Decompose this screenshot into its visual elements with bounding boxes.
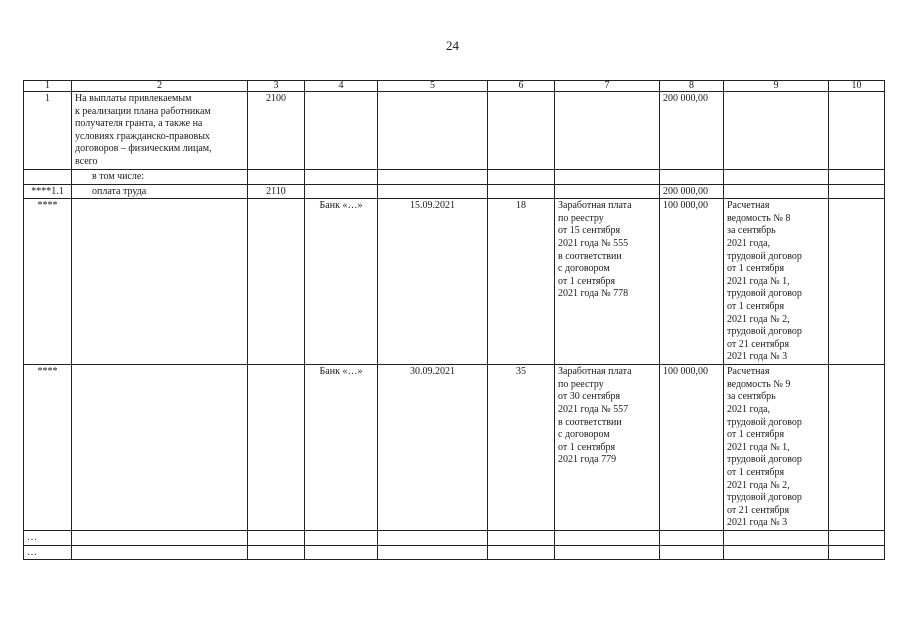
column-header: 9 xyxy=(724,81,829,92)
column-header: 2 xyxy=(72,81,248,92)
table-row xyxy=(24,365,885,531)
table-cell xyxy=(72,365,248,531)
table-cell: 100 000,00 xyxy=(660,199,724,365)
table-cell xyxy=(488,545,555,560)
table-cell xyxy=(555,92,660,170)
table-cell xyxy=(305,531,378,546)
table-cell: 15.09.2021 xyxy=(378,199,488,365)
table-cell xyxy=(24,170,72,185)
table-cell xyxy=(378,545,488,560)
table-cell xyxy=(724,170,829,185)
table-cell xyxy=(488,92,555,170)
table-cell xyxy=(724,531,829,546)
table-cell xyxy=(305,92,378,170)
table-cell xyxy=(248,199,305,365)
table-cell xyxy=(72,545,248,560)
table-cell xyxy=(555,545,660,560)
table-row xyxy=(24,170,885,185)
column-header: 1 xyxy=(24,81,72,92)
table-cell xyxy=(829,545,885,560)
table-header-row xyxy=(24,81,885,92)
column-header: 6 xyxy=(488,81,555,92)
table-cell xyxy=(305,170,378,185)
table-cell: Банк «…» xyxy=(305,199,378,365)
table-cell xyxy=(829,184,885,199)
table-cell: в том числе: xyxy=(72,170,248,185)
table-cell: 35 xyxy=(488,365,555,531)
table-cell xyxy=(660,545,724,560)
table-cell: оплата труда xyxy=(72,184,248,199)
table-cell xyxy=(488,184,555,199)
table-cell xyxy=(829,170,885,185)
table-cell xyxy=(660,531,724,546)
table-cell: … xyxy=(24,545,72,560)
table-row xyxy=(24,545,885,560)
table-row xyxy=(24,92,885,170)
table-cell xyxy=(488,170,555,185)
table-cell xyxy=(248,365,305,531)
table-cell: 2100 xyxy=(248,92,305,170)
table-cell xyxy=(660,170,724,185)
table-cell xyxy=(829,199,885,365)
table-cell: ****1.1 xyxy=(24,184,72,199)
table-cell: На выплаты привлекаемым к реализации плана работникам получателя гранта, а также на условиях гражданско-правовых договоров – физическим лицам, всего xyxy=(72,92,248,170)
table-cell xyxy=(378,531,488,546)
table-cell: Банк «…» xyxy=(305,365,378,531)
column-header: 8 xyxy=(660,81,724,92)
page-number: 24 xyxy=(446,38,459,53)
table-row xyxy=(24,199,885,365)
table-cell xyxy=(488,531,555,546)
table-cell: … xyxy=(24,531,72,546)
column-header: 7 xyxy=(555,81,660,92)
table-cell xyxy=(248,545,305,560)
column-header: 3 xyxy=(248,81,305,92)
table-cell xyxy=(248,170,305,185)
table-cell: 18 xyxy=(488,199,555,365)
table-row xyxy=(24,531,885,546)
table-cell xyxy=(305,545,378,560)
table-cell xyxy=(724,92,829,170)
table-cell: Заработная плата по реестру от 15 сентября 2021 года № 555 в соответствии с договором от 1 сентября 2021 года № 778 xyxy=(555,199,660,365)
table-cell xyxy=(378,92,488,170)
table-cell xyxy=(248,531,305,546)
table-cell xyxy=(378,184,488,199)
table-cell xyxy=(829,531,885,546)
table-row xyxy=(24,184,885,199)
table-cell xyxy=(724,184,829,199)
table-cell xyxy=(829,92,885,170)
table-cell: 30.09.2021 xyxy=(378,365,488,531)
table-cell: **** xyxy=(24,365,72,531)
table-cell: 1 xyxy=(24,92,72,170)
table-cell: Расчетная ведомость № 9 за сентябрь 2021 года, трудовой договор от 1 сентября 2021 года № 1, трудовой договор от 1 сентября 2021 года № 2, трудовой договор от 21 сентября 2021 года № 3 xyxy=(724,365,829,531)
column-header: 4 xyxy=(305,81,378,92)
table-cell xyxy=(72,531,248,546)
table-cell: 100 000,00 xyxy=(660,365,724,531)
column-header: 10 xyxy=(829,81,885,92)
table-cell xyxy=(378,170,488,185)
table-cell xyxy=(555,184,660,199)
table-cell: **** xyxy=(24,199,72,365)
column-header: 5 xyxy=(378,81,488,92)
table-cell xyxy=(829,365,885,531)
table-cell xyxy=(724,545,829,560)
table-cell: 200 000,00 xyxy=(660,184,724,199)
table-cell: 200 000,00 xyxy=(660,92,724,170)
payments-table xyxy=(23,80,885,560)
table-cell: Расчетная ведомость № 8 за сентябрь 2021 года, трудовой договор от 1 сентября 2021 года № 1, трудовой договор от 1 сентября 2021 года № 2, трудовой договор от 21 сентября 2021 года № 3 xyxy=(724,199,829,365)
table-cell xyxy=(555,170,660,185)
table-cell: Заработная плата по реестру от 30 сентября 2021 года № 557 в соответствии с договором от 1 сентября 2021 года 779 xyxy=(555,365,660,531)
table-cell xyxy=(305,184,378,199)
table-cell xyxy=(555,531,660,546)
table-cell: 2110 xyxy=(248,184,305,199)
table-cell xyxy=(72,199,248,365)
